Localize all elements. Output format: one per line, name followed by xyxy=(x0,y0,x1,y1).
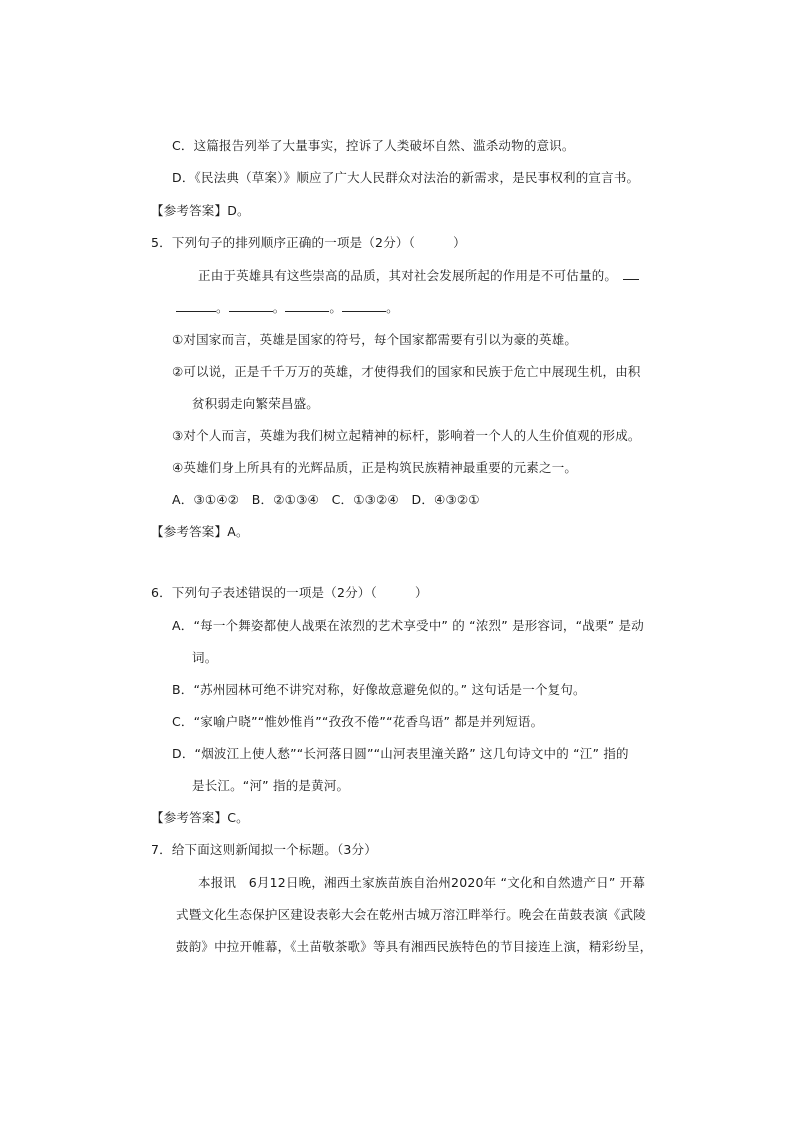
blank-separator: 。 xyxy=(386,300,399,315)
q4-option-c: C．这篇报告列举了大量事实，控诉了人类破坏自然、滥杀动物的意识。 xyxy=(172,138,575,153)
q6-answer: 【参考答案】C。 xyxy=(151,810,249,825)
q6-option-a-line1: A．“每一个舞姿都使人战栗在浓烈的艺术享受中” 的 “浓烈” 是形容词，“战栗” 是动 xyxy=(172,618,644,633)
q5-sentence-2a: ②可以说，正是千千万万的英雄，才使得我们的国家和民族于危亡中展现生机，由积 xyxy=(172,364,641,379)
q6-stem: 6．下列句子表述错误的一项是（2分）（ ） xyxy=(151,585,428,600)
fill-blank xyxy=(176,300,216,312)
q5-sentence-4: ④英雄们身上所具有的光辉品质，正是构筑民族精神最重要的元素之一。 xyxy=(172,460,578,475)
fill-blank xyxy=(229,300,273,312)
q5-sentence-3: ③对个人而言，英雄为我们树立起精神的标杆，影响着一个人的人生价值观的形成。 xyxy=(172,428,641,443)
q7-stem: 7．给下面这则新闻拟一个标题。（3分） xyxy=(151,842,377,857)
fill-blank xyxy=(285,300,329,312)
q5-blanks xyxy=(176,300,399,316)
q5-passage-text: 正由于英雄具有这些崇高的品质，其对社会发展所起的作用是不可估量的。 xyxy=(198,268,618,283)
q7-news-line1: 本报讯 6月12日晚，湘西土家族苗族自治州2020年 “文化和自然遗产日” 开幕 xyxy=(198,875,646,890)
fill-blank xyxy=(623,268,639,280)
blank-separator: 。 xyxy=(272,300,286,315)
q5-options: A．③①④② B．②①③④ C．①③②④ D．④③②① xyxy=(172,492,480,507)
blank-separator: 。 xyxy=(216,300,229,315)
q5-sentence-2b: 贫积弱走向繁荣昌盛。 xyxy=(192,396,320,411)
q5-answer: 【参考答案】A。 xyxy=(151,524,249,539)
q4-option-d: D．《民法典（草案）》顺应了广大人民群众对法治的新需求，是民事权利的宣言书。 xyxy=(172,170,640,185)
blank-separator: 。 xyxy=(329,300,343,315)
q6-option-b: B．“苏州园林可绝不讲究对称，好像故意避免似的。” 这句话是一个复句。 xyxy=(172,682,586,697)
q5-stem: 5．下列句子的排列顺序正确的一项是（2分）（ ） xyxy=(151,235,466,250)
q4-answer: 【参考答案】D。 xyxy=(151,203,250,218)
q6-option-d-line1: D．“烟波江上使人愁”“长河落日圆”“山河表里潼关路” 这几句诗文中的 “江” 指的 xyxy=(172,746,629,761)
q6-option-a-line2: 词。 xyxy=(192,650,218,665)
q5-sentence-1: ①对国家而言，英雄是国家的符号，每个国家都需要有引以为豪的英雄。 xyxy=(172,332,578,347)
q5-passage xyxy=(198,268,639,284)
q7-news-line2: 式暨文化生态保护区建设表彰大会在乾州古城万溶江畔举行。晚会在苗鼓表演《武陵 xyxy=(176,907,646,922)
q6-option-d-line2: 是长江。“河” 指的是黄河。 xyxy=(192,778,350,793)
q7-news-line3: 鼓韵》中拉开帷幕，《土苗敬茶歌》等具有湘西民族特色的节目接连上演，精彩纷呈， xyxy=(176,939,653,954)
fill-blank xyxy=(342,300,386,312)
q6-option-c: C．“家喻户晓”“惟妙惟肖”“孜孜不倦”“花香鸟语” 都是并列短语。 xyxy=(172,714,544,729)
